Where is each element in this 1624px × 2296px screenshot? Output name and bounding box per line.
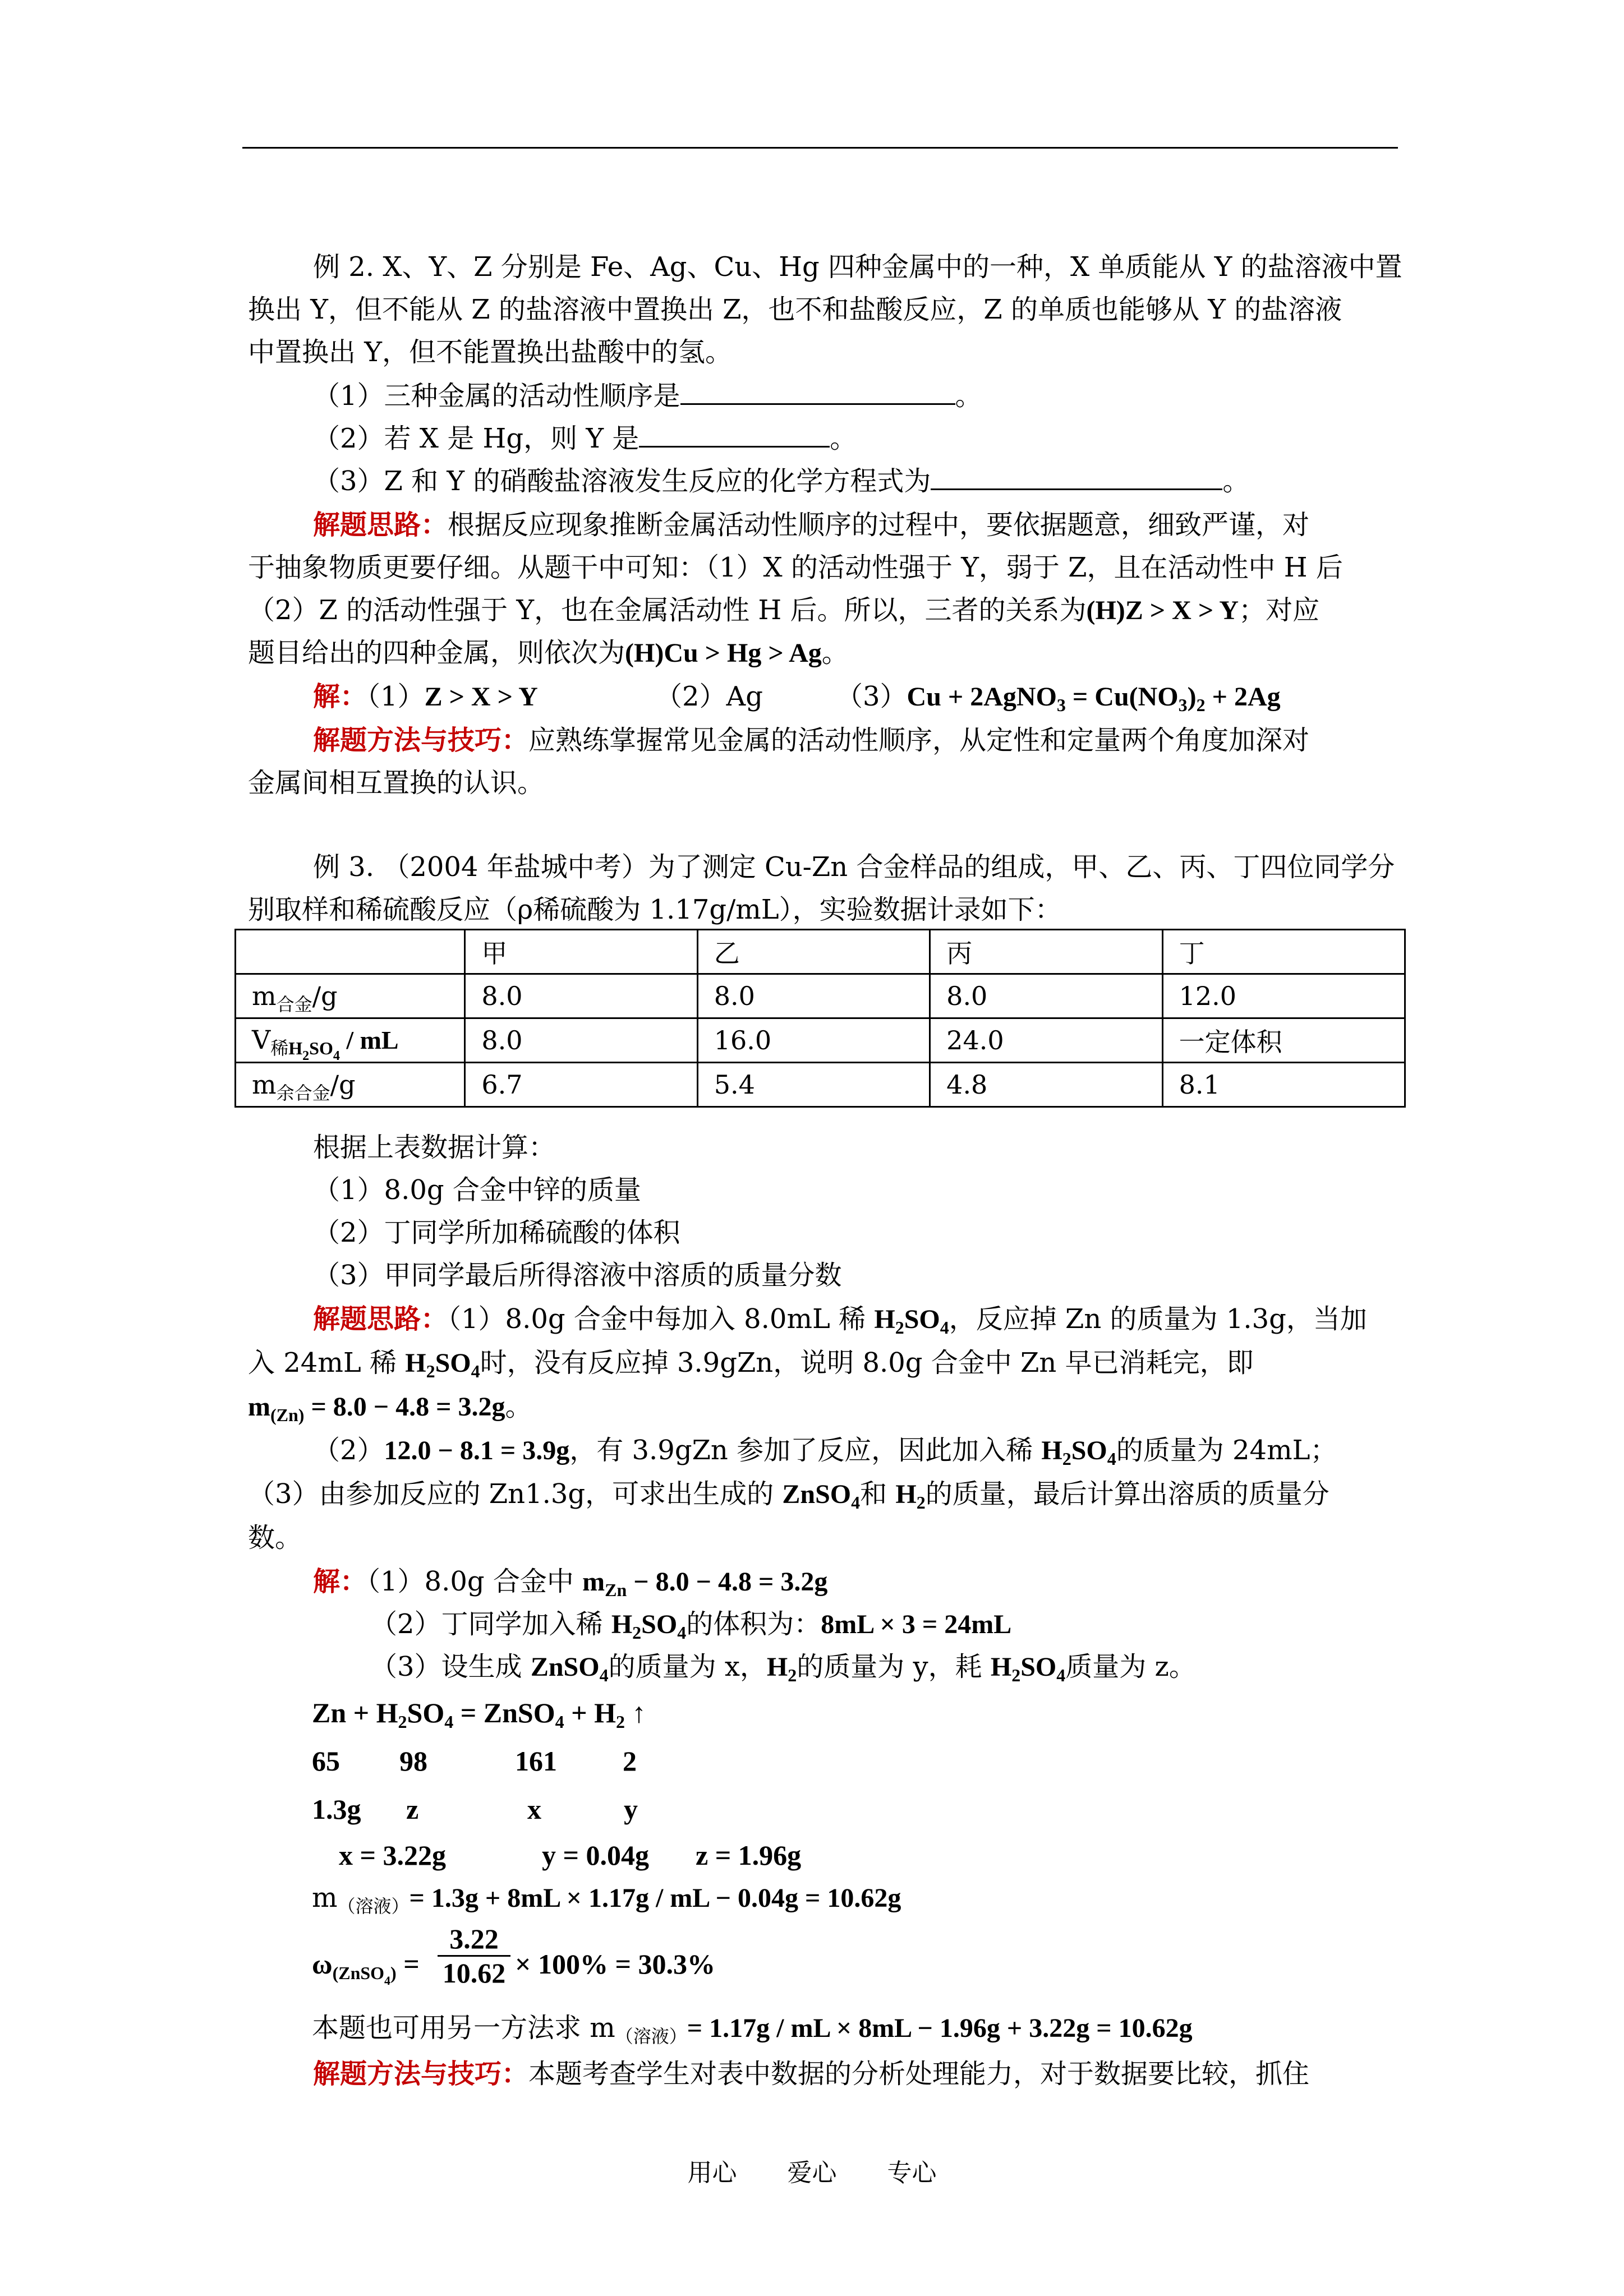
table-cell: 8.0 (465, 974, 697, 1018)
ex2-line2: 换出 Y，但不能从 Z 的盐溶液中置换出 Z，也不和盐酸反应，Z 的单质也能够从 Y 的盐溶液 (248, 294, 1342, 325)
mass-fraction-lhs: $\omega_{(ZnSO_4)}$ = (312, 1948, 420, 1988)
row-label: $m_{余合金}/g$ (236, 1063, 465, 1107)
table-cell: 24.0 (930, 1018, 1162, 1063)
reaction-variable: z (406, 1794, 419, 1825)
ex3-answer2: （2）丁同学加入稀 $H_2SO_4$的体积为：8mL × 3 = 24mL (370, 1608, 1012, 1643)
ex2-solution: 解：（1）Z > X > Y (313, 681, 538, 712)
alternative-method-line: 本题也可用另一方法求 $m_{(溶液)}= 1.17g$ / mL × 8mL − 1.96g + 3.22g = 10.62g (312, 2012, 1193, 2047)
table-row (236, 974, 1405, 1018)
solution-mass-line: $m_{(溶液)}= 1.3g + 8mL \times 1.17g$ / mL − 0.04g = 10.62g (312, 1882, 901, 1917)
page-footer (0, 2152, 1624, 2188)
ex2-question3: （3）Z 和 Y 的硝酸盐溶液发生反应的化学方程式为 。 (313, 460, 1463, 502)
result-z: z = 1.96g (696, 1839, 802, 1871)
result-y: y = 0.04g (542, 1839, 649, 1871)
table-cell: 4.8 (930, 1063, 1162, 1107)
footer-text: 用心 (687, 2159, 737, 2187)
ex2-line1: 例 2. X、Y、Z 分别是 Fe、Ag、Cu、Hg 四种金属中的一种，X 单质能从 Y 的盐溶液中置 (313, 251, 1402, 283)
table-cell: 5.4 (697, 1063, 930, 1107)
molar-mass: 161 (515, 1745, 557, 1777)
reaction-equation: $Zn + H_2SO_4$ = ZnSO$_4$ + $H_2$ ↑ (312, 1697, 646, 1732)
ex3-answer3: （3）设生成 ZnSO$_4$的质量为 x，$H_2$的质量为 y，耗 $H_2SO_4$质量为 z。 (370, 1651, 1196, 1685)
method-label: 解题方法与技巧： (313, 725, 529, 756)
ex2-thinking-line3: （2）Z 的活动性强于 Y，也在金属活动性 H 后。所以，三者的关系为(H)Z > X > Y；对应 (248, 594, 1320, 626)
metal-order-equation: (H)Cu > Hg > Ag (625, 638, 822, 668)
solution-label: 解： (313, 1566, 367, 1597)
thinking-label: 解题思路： (313, 509, 448, 541)
table-header-cell: 丁 (1162, 930, 1405, 974)
row-label: $m_{合金}/g$ (236, 974, 465, 1018)
reaction-variable: y (624, 1794, 638, 1825)
ex3-thinking-line3: $m_{(Zn)} = 8.0 - 4.8 = 3.2g$。 (248, 1391, 532, 1425)
method-label: 解题方法与技巧： (313, 2058, 529, 2090)
table-header-row (236, 930, 1405, 974)
table-row (236, 1063, 1405, 1107)
ex3-thinking-line6: 数。 (248, 1522, 302, 1553)
ex3-answer1: 解：（1）8.0g 合金中 $m_{Zn} - 8.0 - 4.8 = 3.2g$ (313, 1566, 828, 1600)
ex3-calc-q2: （2）丁同学所加稀硫酸的体积 (313, 1217, 680, 1248)
ex2-thinking-line2: 于抽象物质更要仔细。从题干中可知：（1）X 的活动性强于 Y，弱于 Z，且在活动性中 H 后 (248, 552, 1343, 583)
ex3-thinking-line4: （2）12.0 − 8.1 = 3.9g，有 3.9gZn 参加了反应，因此加入稀 $H_2SO_4$的质量为 24mL； (313, 1435, 1337, 1469)
result-x: x = 3.22g (339, 1839, 446, 1871)
ex3-thinking-line5: （3）由参加反应的 Zn1.3g，可求出生成的 ZnSO$_4$和 $H_2$的质量，最后计算出溶质的质量分 (248, 1478, 1329, 1513)
fraction-numerator: 3.22 (449, 1923, 499, 1954)
ex2-solution-2: （2）Ag (655, 681, 763, 712)
row-label: $V_{稀H_2SO_4}$ / mL (236, 1018, 465, 1063)
table-header-cell: 乙 (697, 930, 930, 974)
ex2-method-line2: 金属间相互置换的认识。 (248, 767, 545, 799)
ex3-line2: 别取样和稀硫酸反应（ρ稀硫酸为 1.17g/mL），实验数据计录如下： (248, 894, 1062, 925)
ex3-thinking-line1: 解题思路：（1）8.0g 合金中每加入 8.0mL 稀 $H_2SO_4$，反应掉 Zn 的质量为 1.3g，当加 (313, 1303, 1367, 1338)
ex3-calc-q3: （3）甲同学最后所得溶液中溶质的质量分数 (313, 1260, 842, 1291)
ex2-line3: 中置换出 Y，但不能置换出盐酸中的氢。 (248, 336, 732, 368)
table-cell: 12.0 (1162, 974, 1405, 1018)
data-table (234, 929, 1406, 1108)
table-header-cell: 甲 (465, 930, 697, 974)
ex3-calc-intro: 根据上表数据计算： (313, 1132, 556, 1163)
footer-text: 专心 (887, 2159, 937, 2187)
molar-mass: 2 (623, 1745, 637, 1777)
table-cell: 8.1 (1162, 1063, 1405, 1107)
ex2-question1: （1）三种金属的活动性顺序是 。 (313, 375, 1463, 417)
answer-blank (931, 464, 1222, 490)
table-cell: 8.0 (465, 1018, 697, 1063)
ex2-solution-3: （3）Cu + 2AgNO$_3$ = $Cu(NO_3)_2 + 2Ag$ (836, 681, 1281, 715)
fraction-denominator: 10.62 (442, 1957, 506, 1989)
header-rule (242, 147, 1398, 149)
reaction-variable: x (527, 1794, 541, 1825)
answer-blank (680, 379, 955, 405)
table-cell: 8.0 (930, 974, 1162, 1018)
table-header-cell (236, 930, 465, 974)
answer-blank (639, 421, 830, 448)
footer-text: 爱心 (787, 2159, 837, 2187)
ex2-question2: （2）若 X 是 Hg，则 Y 是 。 (313, 417, 1463, 460)
ex3-method-line1: 解题方法与技巧：本题考查学生对表中数据的分析处理能力，对于数据要比较，抓住 (313, 2058, 1310, 2090)
reaction-variable: 1.3g (312, 1794, 361, 1825)
molar-mass: 65 (312, 1745, 340, 1777)
molar-mass: 98 (399, 1745, 427, 1777)
ex2-thinking-line1: 解题思路：根据反应现象推断金属活动性顺序的过程中，要依据题意，细致严谨，对 (313, 509, 1310, 541)
table-cell: 6.7 (465, 1063, 697, 1107)
order-equation: (H)Z > X > Y (1086, 596, 1239, 625)
table-cell: 8.0 (697, 974, 930, 1018)
table-cell: 一定体积 (1162, 1018, 1405, 1063)
thinking-label: 解题思路： (313, 1303, 448, 1335)
table-cell: 16.0 (697, 1018, 930, 1063)
table-header-cell: 丙 (930, 930, 1162, 974)
mass-fraction (438, 1922, 510, 1989)
mass-fraction-rhs: × 100% = 30.3% (515, 1948, 715, 1980)
table-row (236, 1018, 1405, 1063)
ex3-thinking-line2: 入 24mL 稀 $H_2SO_4$时，没有反应掉 3.9gZn，说明 8.0g 合金中 Zn 早已消耗完，即 (248, 1347, 1254, 1381)
ex3-calc-q1: （1）8.0g 合金中锌的质量 (313, 1174, 641, 1206)
ex3-line1: 例 3. （2004 年盐城中考）为了测定 Cu-Zn 合金样品的组成，甲、乙、丙、丁四位同学分 (313, 851, 1395, 883)
solution-label: 解： (313, 681, 367, 712)
ex2-method-line1: 解题方法与技巧：应熟练掌握常见金属的活动性顺序，从定性和定量两个角度加深对 (313, 725, 1310, 756)
ex2-thinking-line4: 题目给出的四种金属，则依次为(H)Cu > Hg > Ag。 (248, 637, 849, 668)
